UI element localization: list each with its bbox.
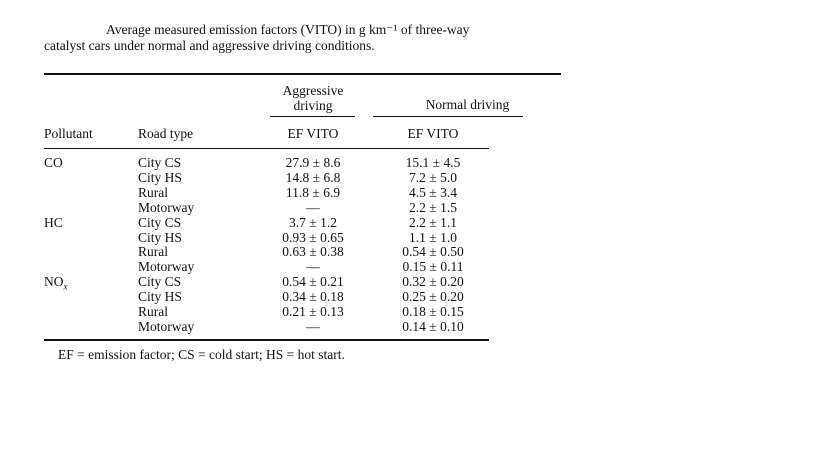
ef-aggressive-cell: 27.9 ± 8.6	[285, 155, 341, 170]
ef-normal-cell: 4.5 ± 3.4	[409, 184, 457, 200]
road-type-cell: City HS	[138, 289, 182, 305]
pollutant-label	[44, 274, 68, 295]
top-rule	[44, 73, 561, 75]
ef-aggressive-cell: 3.7 ± 1.2	[289, 214, 337, 230]
header-aggressive-line1: Aggressive	[282, 83, 344, 98]
road-type-cell: Rural	[138, 184, 168, 200]
road-type-cell: Rural	[138, 304, 168, 319]
ef-aggressive-cell: —	[306, 199, 320, 215]
header-bottom-rule	[44, 148, 489, 149]
ef-normal-cell: 0.32 ± 0.20	[402, 274, 464, 290]
ef-normal-cell: 0.18 ± 0.15	[402, 304, 464, 319]
ef-aggressive-cell: 0.34 ± 0.18	[282, 289, 344, 305]
ef-normal-cell: 7.2 ± 5.0	[409, 169, 457, 185]
ef-normal-cell: 0.14 ± 0.10	[402, 318, 464, 334]
ef-aggressive-cell: 0.93 ± 0.65	[282, 229, 344, 245]
caption-line-2: catalyst cars under normal and aggressive driving conditions.	[44, 38, 375, 53]
ef-normal-cell: 2.2 ± 1.5	[409, 199, 457, 215]
caption-line-1: Average measured emission factors (VITO) in g km⁻¹ of three-way	[106, 22, 470, 37]
ef-normal-cell: 1.1 ± 1.0	[409, 229, 457, 245]
road-type-cell: Motorway	[138, 259, 195, 275]
ef-normal-cell: 0.54 ± 0.50	[402, 244, 464, 260]
header-ef-vito-aggressive: EF VITO	[287, 126, 339, 141]
road-type-cell: City HS	[138, 229, 182, 245]
ef-normal-cell: 0.15 ± 0.11	[402, 259, 464, 275]
road-type-cell: Rural	[138, 244, 168, 260]
ef-aggressive-cell: —	[306, 318, 320, 334]
ef-normal-cell: 2.2 ± 1.1	[409, 214, 457, 230]
header-normal: Normal driving	[425, 97, 510, 112]
road-type-cell: City CS	[138, 214, 182, 230]
pollutant-label: CO	[44, 155, 63, 170]
header-aggressive	[258, 83, 368, 113]
normal-header-rule	[373, 116, 523, 117]
ef-aggressive-cell: 0.63 ± 0.38	[282, 244, 344, 260]
ef-normal-cell: 0.25 ± 0.20	[402, 289, 464, 305]
bottom-rule	[44, 339, 489, 341]
footnote: EF = emission factor; CS = cold start; HS = hot start.	[58, 347, 345, 362]
pollutant-subscript: x	[63, 281, 68, 292]
header-aggressive-line2: driving	[293, 98, 333, 113]
header-road-type: Road type	[138, 126, 194, 141]
table-caption	[44, 22, 564, 54]
road-type-cell: Motorway	[138, 318, 195, 334]
header-ef-vito-normal: EF VITO	[407, 126, 459, 141]
ef-aggressive-cell: —	[306, 259, 320, 275]
ef-aggressive-cell: 0.21 ± 0.13	[282, 304, 344, 319]
ef-aggressive-cell: 11.8 ± 6.9	[285, 184, 341, 200]
ef-normal-cell: 15.1 ± 4.5	[405, 155, 461, 170]
header-pollutant: Pollutant	[44, 126, 93, 141]
aggressive-header-rule	[270, 116, 355, 117]
ef-aggressive-cell: 14.8 ± 6.8	[285, 169, 341, 185]
road-type-cell: Motorway	[138, 199, 195, 215]
pollutant-label-main: NO	[44, 274, 64, 290]
road-type-cell: City HS	[138, 169, 182, 185]
road-type-cell: City CS	[138, 274, 182, 290]
road-type-cell: City CS	[138, 155, 182, 170]
pollutant-label: HC	[44, 214, 63, 230]
ef-aggressive-cell: 0.54 ± 0.21	[282, 274, 344, 290]
